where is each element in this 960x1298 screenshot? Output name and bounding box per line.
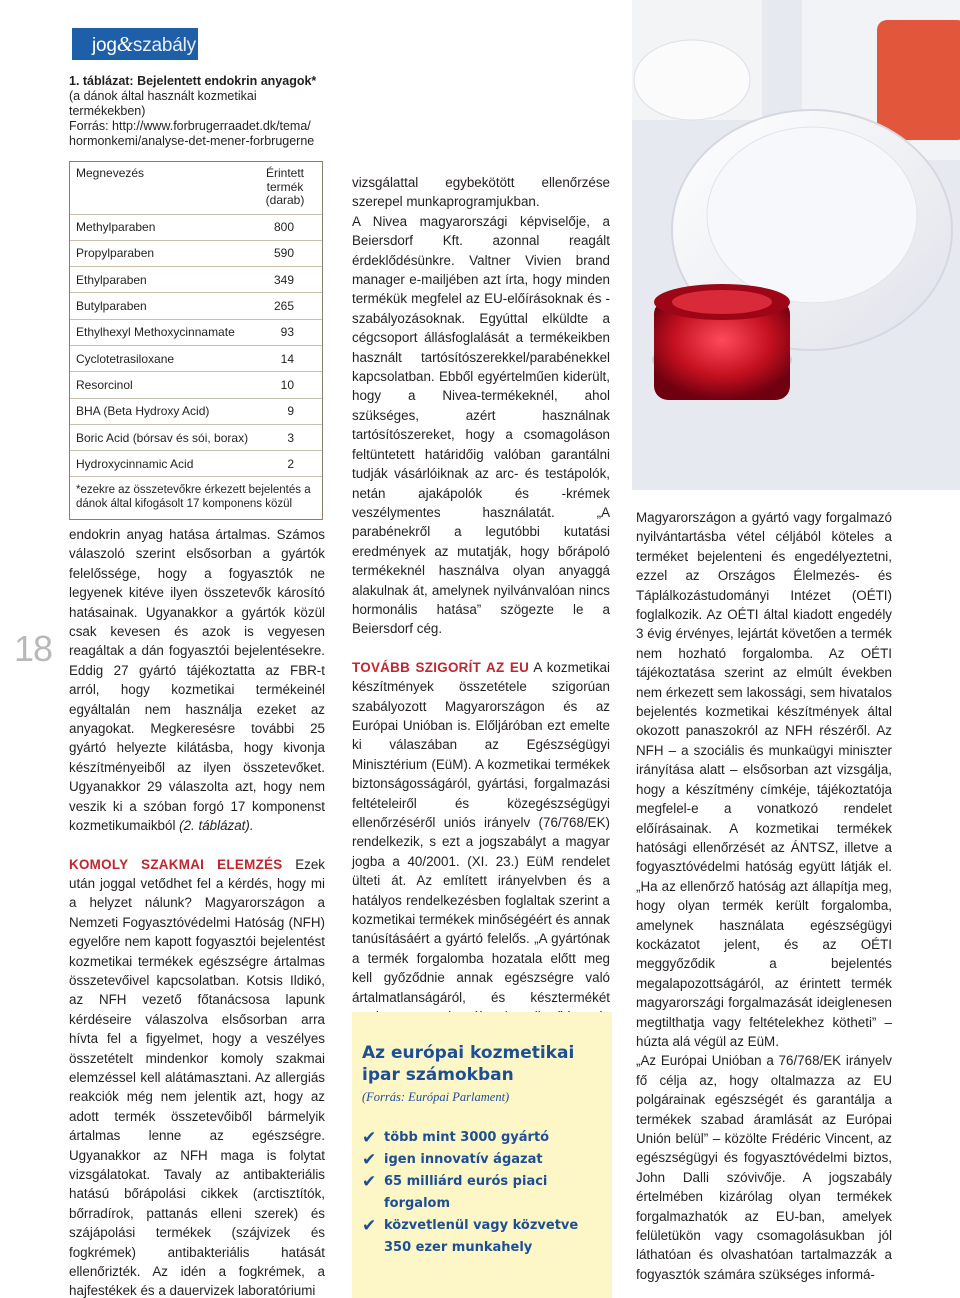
section-badge [72,28,198,60]
paragraph-text: Ezek után joggal vetődhet fel a kérdés, hogy mi a helyzet nálunk? Magyarországon a Nemzeti Fogyasztóvédelmi Hatóság (NFH) egyelőre nem kapott fogyasztói bejelentést kozmetikai termékek egészségre ártalmas összetevőivel kapcsolatban. Kotsis Ildikó, az NFH vezető főtanácsosa lapunk kérdéseire válaszolva elsősorban arra hívta fel a figyelmet, hogy a veszélyes összetételt mindenkor komoly szakmai elemzéssel kell alátámasztani. Az allergiás reakciók még nem jelentik azt, hogy az adott termék összetevőiből bármelyik ártalmas lenne az egészségre. Ugyanakkor az NFH maga is folytat vizsgálatokat. Tavaly az antibakteriális hatású bőrápolási cikkek (arctisztítók, bőrradírok, pattanás elleni szerek) és szájápolási termékek (szájvizek és fogkrémek) antibakteriális hatását ellenőrizték. Az idén a fogkrémek, a hajfestékek és a dauervizek laboratóriumi [69,856,325,1298]
table-header-count-l2: termék [266,179,304,194]
paragraph [352,658,610,1046]
table-row [70,241,322,267]
table-cell-count: 265 [273,299,294,314]
table-cell-count: 349 [273,272,294,287]
text-column-3 [636,508,892,1284]
table-cell-name: Ethylparaben [76,272,147,287]
table-cell-name: Hydroxycinnamic Acid [76,456,194,471]
table-header [70,162,322,215]
info-list-item [362,1215,600,1259]
info-list-text: 65 milliárd eurós piaci forgalom [384,1174,548,1211]
table-row [70,399,322,425]
table-row [70,346,322,372]
table-header-count-l3: (darab) [265,193,305,207]
table-cell-name: BHA (Beta Hydroxy Acid) [76,404,210,419]
info-list-text: közvetlenül vagy közvetve 350 ezer munkahely [384,1218,579,1255]
page-number: 18 [14,628,53,669]
paragraph [69,855,325,1298]
info-box-list [362,1127,600,1259]
info-list-item [362,1149,600,1171]
table-cell-count: 14 [280,351,294,366]
table-row [70,451,322,477]
text-column-2 [352,173,610,1046]
info-list-text: igen innovatív ágazat [384,1152,543,1167]
table-cell-name: Ethylhexyl Methoxycinnamate [76,325,235,340]
table-cell-count: 2 [287,456,294,471]
table-header-count [254,167,316,208]
table-reference: (2. táblázat). [179,818,254,834]
table-cell-count: 800 [273,220,294,235]
paragraph: Magyarországon a gyártó vagy forgalmazó nyilvántartásba vétel céljából köteles a terméket bejelenteni és engedélyeztetni, ezzel az Országos Élelmezés- és Táplálkozástudományi Intézet (OÉTI) foglalkozik. Az OÉTI által kiadott engedély 3 évig érvényes, lejártát követően a termék nem hozható forgalomba. Az OÉTI tájékoztatása szerint az elmúlt években nem érkezett sem lakossági, sem hivatalos bejelentés kozmetikai készítmények által okozott panaszokról az NFH részéről. Az NFH – a szociális és munkaügyi miniszter irányítása alatt – elsősorban azt vizsgálja, hogy a készítmény címkéje, tájékoztatója megfelel-e a vonatkozó rendelet előírásainak. A kozmetikai termékek hatósági ellenőrzését az ÁNTSZ, illetve a fogyasztóvédelmi hatóság együtt látják el. „Ha az ellenőrző hatóság azt állapítja meg, hogy olyan termék került forgalomba, amelynek használata egészségügyi kockázatot jelent, és az OÉTI meggyőződik a bejelentés megalapozottságáról, az érintett termék magyarországi forgalmazását ideiglenesen megtilthatja vagy feltételekhez kötheti” – húzta alá végül az EüM. [636,510,892,1049]
table-row [70,372,322,398]
section-title-amp: & [116,31,133,56]
table-cell-count: 93 [280,325,294,340]
check-icon: ✔ [362,1128,377,1148]
info-box-title: Az európai kozmetikai ipar számokban [362,1043,575,1085]
text-column-1 [69,525,325,1298]
table-caption-source-cont: hormonkemi/analyse-det-mener-forbrugerne [69,134,315,148]
section-title-part1: jog [92,34,117,56]
section-title [92,31,196,56]
paragraph-text: endokrin anyag hatása ártalmas. Számos válaszoló szerint elsősorban a gyártók felelőssége, hogy a fogyasztók ne legyenek kitéve ilyen összetevők károsító hatásainak. Ugyanakkor a gyártók közül csak kevesen és azok is vegyesen reagáltak a dán fogyasztói bejelentésekre. Eddig 27 gyártó tájékoztatta az FBR-t arról, hogy kozmetikai termékeinél egyáltalán nem használja ezeket az anyagokat. Megkeresésre további 25 gyártó helyezte kilátásba, hogy kivonja készítményeiből az ilyen összetevőket. Ugyanakkor 29 válaszolta azt, hogy nem veszik ki a szóban forgó 17 komponenst kozmetikumaikból [69,527,325,834]
table-header-count-l1: Érintett [265,166,304,180]
cosmetics-jars-illustration [632,0,960,490]
table-footnote: *ezekre az összetevőkre érkezett bejelentés a dánok által kifogásolt 17 komponens közül [76,484,311,511]
table-box [69,161,323,520]
table-row [70,267,322,293]
info-box [352,1012,612,1298]
table-caption-title: 1. táblázat: Bejelentett endokrin anyagok* [69,74,317,88]
table-caption [69,74,323,149]
table-caption-subtitle: (a dánok által használt kozmetikai termékekben) [69,89,257,118]
info-box-source: (Forrás: Európai Parlament) [362,1090,510,1104]
table-cell-count: 10 [280,377,294,392]
info-list-item [362,1171,600,1215]
table-cell-count: 590 [273,246,294,261]
subheading: TOVÁBB SZIGORÍT AZ EU [352,659,530,675]
check-icon: ✔ [362,1150,377,1170]
table-cell-name: Methylparaben [76,220,156,235]
check-icon: ✔ [362,1172,377,1192]
table-header-name: Megnevezés [76,166,145,180]
table-row [70,320,322,346]
paragraph: A Nivea magyarországi képviselője, a Beiersdorf Kft. azonnal reagált érdeklődésünkre. Valtner Vivien brand manager e-mailjében azt írta, hogy minden termékük megfelel az EU-előírásoknak és -szabályozásoknak. Egyúttal elküldte a cégcsoport állásfoglalását a termékeikben használt tartósítószerekkel/parabénekkel kapcsolatban. Ebből egyértelműen kiderült, hogy a Nivea-termékeknél, ahol szükséges, azért használnak tartósítószereket, hogy a csomagoláson feltüntetett határidőig valóban garantálni tudják vásárlóiknak az arc- és testápolók, netán ajakápolók és -krémek veszélymentes használatát. „A parabénekről a legutóbbi kutatási eredmények az mutatják, hogy bőrápoló termékeknél használva olyan anyaggá alakulnak át, amelynek nyilvánvalóan nincs hormonális hatása” szögezte le a Beiersdorf cég. [352,213,610,637]
paragraph [69,525,325,836]
table-cell-count: 9 [287,404,294,419]
info-list-text: több mint 3000 gyártó [384,1130,550,1145]
subheading: KOMOLY SZAKMAI ELEMZÉS [69,856,283,872]
table-cell-name: Resorcinol [76,377,133,392]
info-list-item [362,1127,600,1149]
section-title-part2: szabály [132,34,196,56]
table-cell-name: Boric Acid (bórsav és sói, borax) [76,430,249,445]
paragraph: „Az Európai Unióban a 76/768/EK irányelv fő célja az, hogy oltalmazza az EU polgárainak egészségét és garantálja a termékek szabad áramlását az Európai Unión belül” – közölte Frédéric Vincent, az egészségügyi és fogyasztóvédelmi biztos, John Dalli szóvivője. A jogszabály értelmében kizárólag olyan termékek forgalmazhatók az EU-ban, amelyek felületükön vagy csomagolásukban jól láthatóan és olvashatóan tartalmazzák a fogyasztók számára szükséges informá- [636,1053,892,1282]
table-caption-source: Forrás: http://www.forbrugerraadet.dk/tema/ [69,119,311,133]
paragraph-text: A kozmetikai készítmények összetétele szigorúan szabályozott Magyarországon és az Európai Unióban is. Előljáróban ezt emelte ki válaszában az Egészségügyi Minisztérium (EüM). A kozmetikai termékek biztonságosságáról, gyártási, forgalmazási feltételeiről és közegészségügyi ellenőrzéséről uniós irányelv (76/768/EK) rendelkezik, s ezt a jogszabályt a magyar jogba a 40/2001. (XI. 23.) EüM rendelet ülteti át. Az említett irányelvben és a hatályos rendelkezésben foglaltak szerint a kozmetikai termékek minőségéért és annak tanúsításáért a gyártó felelős. „A gyártónak a termék forgalomba hozatala előtt meg kell győződnie annak egészségre való ártalmatlanságáról, és késztermékét [352,659,610,1005]
table-cell-name: Butylparaben [76,299,147,314]
table-row [70,293,322,319]
check-icon: ✔ [362,1216,377,1236]
table-cell-name: Propylparaben [76,246,155,261]
cosmetics-photo [632,0,960,490]
paragraph: vizsgálattal egybekötött ellenőrzése szerepel munkaprogramjukban. [352,175,610,210]
table-cell-count: 3 [287,430,294,445]
table-cell-name: Cyclotetrasiloxane [76,351,175,366]
table-row [70,215,322,241]
table-body [70,215,322,478]
table-row [70,425,322,451]
table-1 [69,74,323,520]
